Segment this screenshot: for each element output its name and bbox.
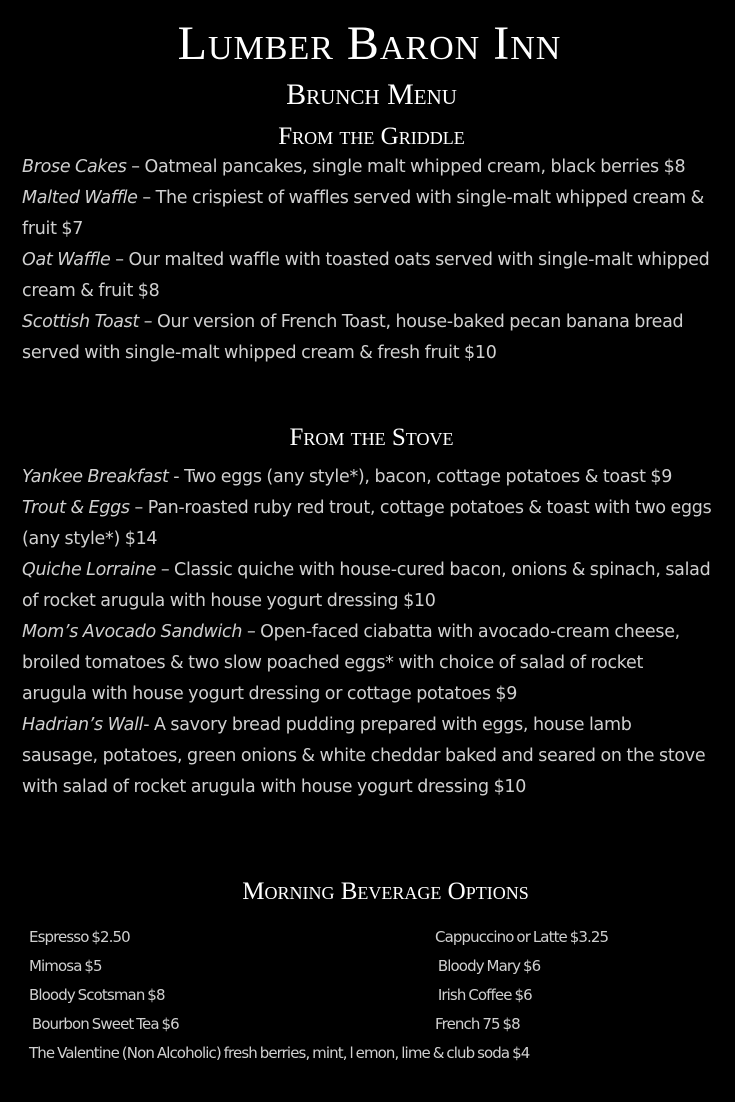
menu-item-description: Our malted waffle with toasted oats served with single-malt whipped cream & fruit $8 — [22, 250, 710, 301]
menu-item-name: Mom’s Avocado Sandwich — [22, 622, 243, 642]
beverage-item-valentine: The Valentine (Non Alcoholic) fresh berries, mint, l emon, lime & club soda $4 — [29, 1044, 530, 1062]
menu-item-separator: – — [129, 498, 148, 518]
menu-item-separator: – — [242, 622, 261, 642]
restaurant-title: Lumber Baron Inn — [177, 17, 562, 70]
menu-item-name: Quiche Lorraine — [22, 560, 157, 580]
menu-item-separator: - — [168, 467, 185, 487]
menu-subtitle: Brunch Menu — [286, 78, 457, 111]
beverage-item: Bourbon Sweet Tea $6 — [29, 1015, 179, 1033]
menu-item-description: Pan-roasted ruby red trout, cottage potatoes & toast with two eggs (any style*) $14 — [22, 498, 712, 549]
menu-item-separator: – — [156, 560, 175, 580]
beverage-heading: Morning Beverage Options — [242, 878, 529, 905]
menu-item-name: Oat Waffle — [22, 250, 111, 270]
menu-item-description: Our version of French Toast, house-baked pecan banana bread served with single-malt whipped cream & fresh fruit $10 — [22, 312, 684, 363]
beverage-item: Irish Coffee $6 — [435, 986, 532, 1004]
menu-item-separator: – — [139, 312, 158, 332]
menu-item-separator: – — [126, 157, 145, 177]
menu-item-name: Scottish Toast — [22, 312, 140, 332]
menu-item-description: Two eggs (any style*), bacon, cottage potatoes & toast $9 — [184, 467, 673, 487]
beverage-item: Bloody Scotsman $8 — [29, 986, 165, 1004]
beverage-item: Cappuccino or Latte $3.25 — [435, 928, 609, 946]
beverage-item: Mimosa $5 — [29, 957, 102, 975]
menu-item-separator: - — [143, 715, 154, 735]
griddle-heading: From the Griddle — [278, 123, 465, 150]
menu-item — [22, 710, 712, 803]
menu-item — [22, 183, 712, 245]
menu-item-description: The crispiest of waffles served with single-malt whipped cream & fruit $7 — [22, 188, 705, 239]
menu-item-name: Malted Waffle — [22, 188, 138, 208]
beverage-item: French 75 $8 — [435, 1015, 520, 1033]
menu-item-description: Classic quiche with house-cured bacon, onions & spinach, salad of rocket arugula with house yogurt dressing $10 — [22, 560, 711, 611]
menu-item-separator: – — [110, 250, 129, 270]
menu-item-separator: – — [137, 188, 156, 208]
menu-item-name: Hadrian’s Wall — [22, 715, 144, 735]
menu-item — [22, 462, 712, 493]
menu-item — [22, 245, 712, 307]
menu-item — [22, 617, 712, 710]
stove-heading: From the Stove — [289, 424, 454, 451]
menu-item-description: Open-faced ciabatta with avocado-cream cheese, broiled tomatoes & two slow poached eggs* with choice of salad of rocket arugula with house yogurt dressing or cottage potatoes $9 — [22, 622, 680, 704]
beverage-item: Espresso $2.50 — [29, 928, 130, 946]
menu-item-name: Trout & Eggs — [22, 498, 130, 518]
menu-item — [22, 555, 712, 617]
menu-item-description: Oatmeal pancakes, single malt whipped cream, black berries $8 — [144, 157, 686, 177]
beverage-item: Bloody Mary $6 — [435, 957, 541, 975]
menu-item-description: A savory bread pudding prepared with eggs, house lamb sausage, potatoes, green onions & white cheddar baked and seared on the stove with salad of rocket arugula with house yogurt dressing $10 — [22, 715, 706, 797]
beverage-list-left — [29, 923, 179, 1039]
menu-item — [22, 493, 712, 555]
griddle-item-list — [22, 152, 712, 369]
menu-item — [22, 152, 712, 183]
menu-item — [22, 307, 712, 369]
menu-item-name: Yankee Breakfast — [22, 467, 169, 487]
beverage-list-right — [435, 923, 608, 1039]
stove-item-list — [22, 462, 712, 803]
menu-item-name: Brose Cakes — [22, 157, 127, 177]
